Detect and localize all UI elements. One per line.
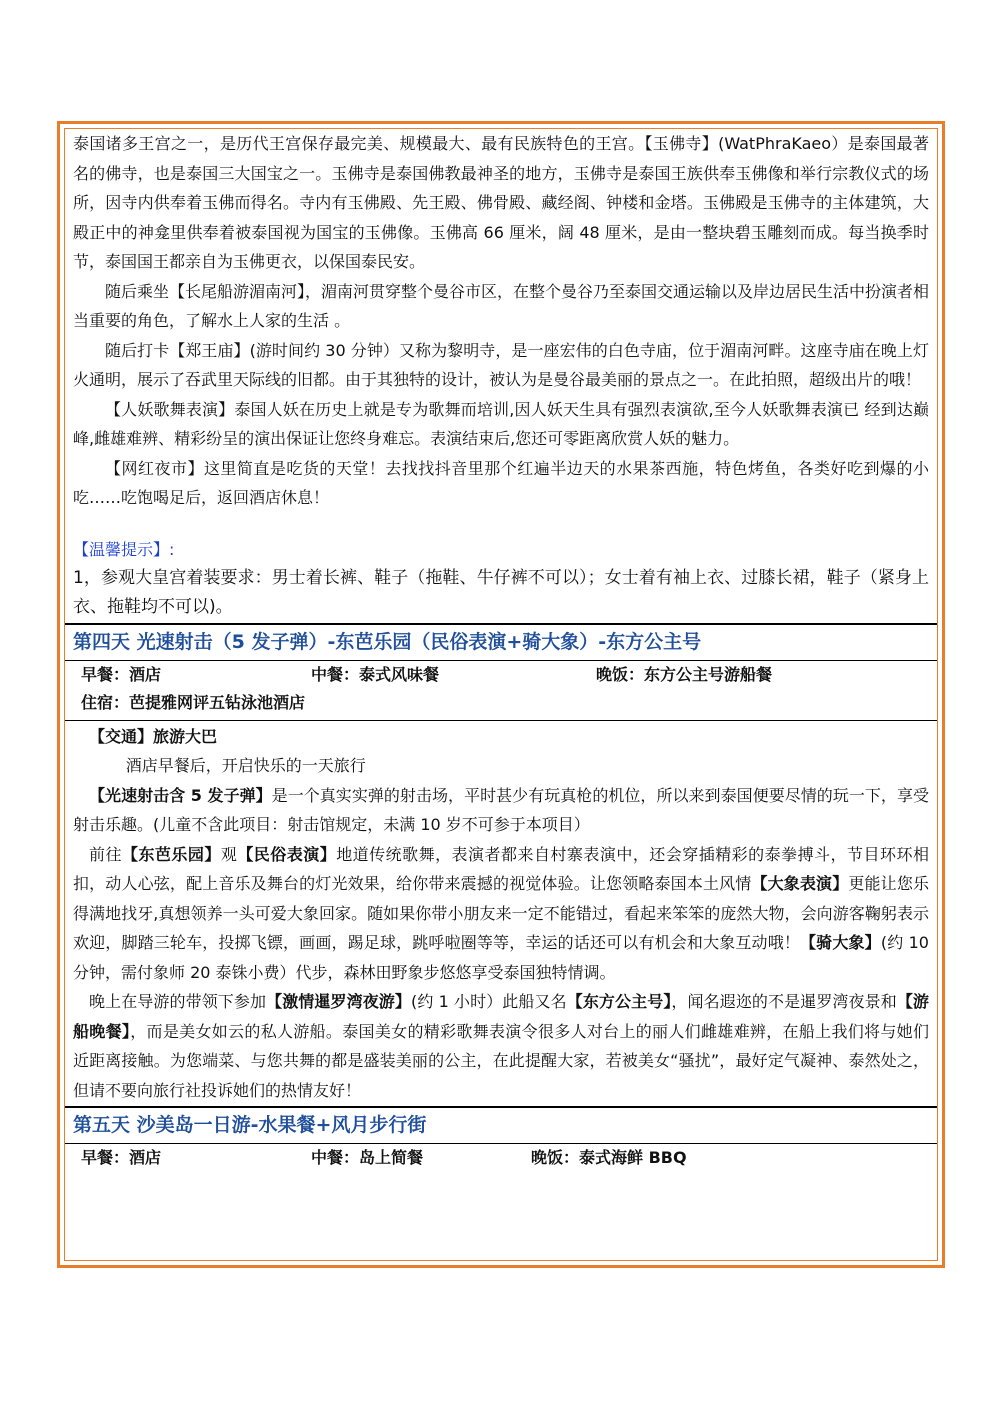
day4-highlight-night-cruise: 【激情暹罗湾夜游】 [266, 992, 412, 1011]
day4-paragraph-breakfast: 酒店早餐后，开启快乐的一天旅行 [125, 756, 366, 775]
day4-highlight-dinner: 【游船晚餐】 [73, 992, 929, 1041]
day4-shooting-highlight: 【光速射击含 5 发子弹】 [89, 785, 272, 805]
day4-text-folk: 地道传统歌舞，表演者都来自村寨表演中，还会穿插精彩的泰拳搏斗，节目环环相扣，动人心弦，配上音乐及舞台的灯光效果，给你带来震撼的视觉体验。让您领略泰国本土风情 [73, 844, 929, 893]
day4-paragraph-cruise [73, 987, 929, 1105]
tip-title: 【温馨提示】: [73, 539, 175, 559]
day4-dinner: 晚饭：东方公主号游船餐 [596, 664, 773, 684]
day3-paragraph-temples: 泰国诸多王宫之一，是历代王宫保存最完美、规模最大、最有民族特色的王宫。【玉佛寺】(WatPhraKaeo）是泰国最著名的佛寺，也是泰国三大国宝之一。玉佛寺是泰国佛教最神圣的地方，玉佛寺是泰国王族供奉玉佛像和举行宗教仪式的场所，因寺内供奉着玉佛而得名。寺内有玉佛殿、先王殿、佛骨殿、藏经阁、钟楼和金塔。玉佛殿是玉佛寺的主体建筑，大殿正中的神龛里供奉着被泰国视为国宝的玉佛像。玉佛高 66 厘米，阔 48 厘米，是由一整块碧玉雕刻而成。每当换季时节，泰国国王都亲自为玉佛更衣，以保国泰民安。 [73, 134, 929, 271]
day4-text-famous: ，闻名遐迩的不是暹罗湾夜景和 [671, 992, 897, 1011]
day4-text-elephant: 更能让您乐得满地找牙,真想领养一头可爱大象回家。随如果你带小朋友来一定不能错过，看起来笨笨的庞然大物，会向游客鞠躬表示欢迎，脚踏三轮车，投掷飞镖，画画，踢足球，跳呼啦圈等等，幸运的话还可以有机会和大象互动哦！ [73, 874, 929, 952]
day4-text-evening: 晚上在导游的带领下参加 [89, 992, 267, 1011]
day4-paragraph-nongnooch [73, 840, 929, 988]
day5-meal-row [73, 1144, 929, 1172]
itinerary-content [73, 129, 929, 1172]
day4-separator [65, 720, 937, 721]
day5-breakfast: 早餐：酒店 [81, 1148, 162, 1167]
day4-text-beauties: ，而是美女如云的私人游船。泰国美女的精彩歌舞表演令很多人对台上的丽人们雌雄难辨，在船上我们将与她们近距离接触。为您端菜、与您共舞的都是盛装美丽的公主，在此提醒大家，若被美女“骚扰”，最好定气凝神、泰然处之，但请不要向旅行社投诉她们的热情友好！ [73, 1021, 929, 1100]
day4-hotel-row [73, 689, 929, 717]
day4-paragraph-shooting [73, 781, 929, 840]
day3-paragraph-river: 随后乘坐【长尾船游湄南河】，湄南河贯穿整个曼谷市区，在整个曼谷乃至泰国交通运输以及岸边居民生活中扮演者相当重要的角色，了解水上人家的生活 。 [73, 281, 930, 330]
day4-highlight-elephant-show: 【大象表演】 [751, 874, 849, 893]
day4-transport: 【交通】旅游大巴 [89, 726, 218, 746]
day3-paragraph-show: 【人妖歌舞表演】泰国人妖在历史上就是专为歌舞而培训,因人妖天生具有强烈表演欲,至今人妖歌舞表演已 经到达巅峰,雌雄难辨、精彩纷呈的演出保证让您终身难忘。表演结束后,您还可零距离欣赏人妖的魅力。 [73, 399, 929, 448]
day3-paragraph-wat-arun: 随后打卡【郑王庙】(游时间约 30 分钟）又称为黎明寺，是一座宏伟的白色寺庙，位于湄南河畔。这座寺庙在晚上灯火通明，展示了吞武里天际线的旧都。由于其独特的设计，被认为是曼谷最美丽的景点之一。在此拍照，超级出片的哦！ [73, 340, 929, 389]
day4-hotel: 住宿：芭提雅网评五钻泳池酒店 [81, 692, 306, 712]
day4-text-go: 前往 [89, 844, 122, 864]
day4-meals [65, 660, 937, 717]
day5-meals [65, 1143, 937, 1172]
day4-text-watch: 观 [220, 844, 238, 864]
day5-lunch: 中餐：岛上简餐 [311, 1148, 424, 1167]
day5-dinner: 晚饭：泰式海鲜 BBQ [531, 1148, 687, 1167]
day4-highlight-princess: 【东方公主号】 [566, 992, 672, 1011]
day4-highlight-folk-show: 【民俗表演】 [237, 844, 337, 864]
day4-lunch: 中餐：泰式风味餐 [311, 664, 440, 684]
day4-breakfast: 早餐：酒店 [81, 664, 162, 684]
day4-highlight-elephant-ride: 【骑大象】 [800, 933, 881, 952]
day5-title: 第五天 沙美岛一日游-水果餐+风月步行街 [65, 1106, 937, 1143]
itinerary-frame [57, 121, 945, 1268]
day3-paragraph-night-market: 【网红夜市】这里简直是吃货的天堂！去找找抖音里那个红遍半边天的水果茶西施，特色烤鱼，各类好吃到爆的小吃……吃饱喝足后，返回酒店休息！ [73, 458, 929, 507]
day4-text-duration: (约 1 小时）此船又名 [411, 992, 567, 1011]
tip-body: 1，参观大皇宫着装要求：男士着长裤、鞋子（拖鞋、牛仔裤不可以）；女士着有袖上衣、过膝长裙，鞋子（紧身上衣、拖鞋均不可以)。 [73, 567, 929, 617]
day4-text-ride: (约 10 分钟，需付象师 20 泰铢小费）代步，森林田野象步悠悠享受泰国独特情调。 [73, 933, 929, 982]
day4-highlight-park: 【东芭乐园】 [121, 844, 221, 864]
day4-meal-row [73, 661, 929, 689]
day4-shooting-text: 是一个真实实弹的射击场，平时甚少有玩真枪的机位，所以来到泰国便要尽情的玩一下，享受射击乐趣。(儿童不含此项目：射击馆规定，未满 10 岁不可参于本项目） [73, 785, 929, 834]
itinerary-inner [64, 128, 938, 1261]
day4-title: 第四天 光速射击（5 发子弹）-东芭乐园（民俗表演+骑大象）-东方公主号 [65, 623, 937, 660]
